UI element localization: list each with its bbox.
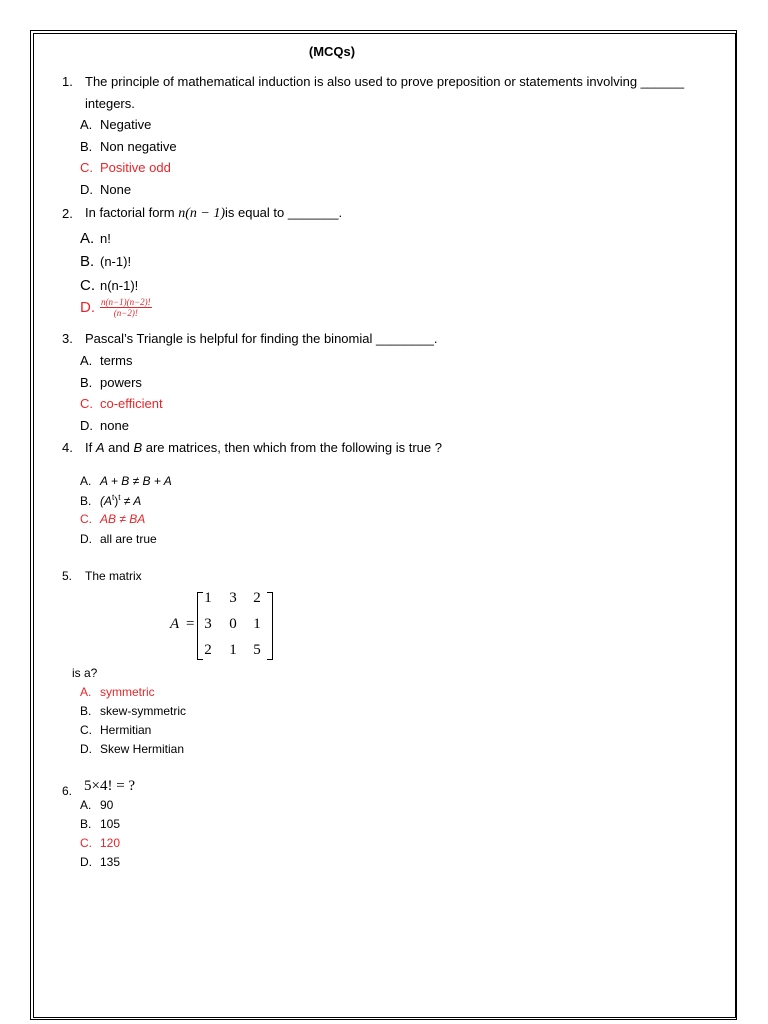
q6-option-c-correct — [80, 836, 120, 850]
option-text: none — [100, 418, 129, 433]
option-letter: B. — [80, 494, 92, 508]
question-4-number: 4. — [62, 440, 73, 455]
q1-option-d — [80, 182, 131, 197]
option-letter: D. — [80, 182, 93, 197]
q2-option-b — [80, 253, 131, 270]
option-text: terms — [100, 353, 133, 368]
option-letter: D. — [80, 742, 92, 756]
question-3-number: 3. — [62, 331, 73, 346]
q4-option-a — [80, 474, 172, 488]
option-letter: D. — [80, 299, 95, 316]
option-letter: C. — [80, 396, 93, 411]
matrix-cell: 1 — [229, 642, 237, 658]
option-text: 120 — [100, 836, 121, 850]
q5-option-a-correct — [80, 685, 155, 699]
question-3-text: Pascal’s Triangle is helpful for finding the binomial ________. — [85, 331, 438, 346]
option-text: Positive odd — [100, 160, 171, 175]
q3-option-d — [80, 418, 129, 433]
option-text: all are true — [100, 532, 157, 546]
option-letter: B. — [80, 704, 92, 718]
option-text: A + B ≠ B + A — [100, 474, 172, 488]
superscript-t: t — [118, 493, 121, 502]
question-4-mid: and — [104, 440, 134, 455]
option-text: Hermitian — [100, 723, 152, 737]
q6-option-a — [80, 798, 113, 812]
option-letter: A. — [80, 685, 92, 699]
matrix-label: A — [170, 616, 180, 632]
q5-option-c — [80, 723, 151, 737]
question-5-number: 5. — [62, 569, 73, 583]
option-text: skew-symmetric — [100, 704, 186, 718]
option-text: Negative — [100, 117, 152, 132]
option-letter: D. — [80, 418, 93, 433]
option-text: 90 — [100, 798, 114, 812]
q3-option-c-correct — [80, 396, 163, 411]
matrix-cell: 2 — [204, 642, 212, 658]
q3-option-b — [80, 375, 142, 390]
matrix-cell: 0 — [229, 616, 237, 632]
question-2-number: 2. — [62, 206, 73, 221]
question-2-text — [85, 205, 342, 222]
option-text: co-efficient — [100, 396, 163, 411]
option-text: n! — [100, 231, 111, 246]
option-letter: C. — [80, 512, 92, 526]
option-letter: C. — [80, 723, 92, 737]
matrix-cell: 1 — [204, 590, 212, 606]
page-title: (MCQs) — [308, 44, 356, 59]
matrix-cell: 1 — [253, 616, 261, 632]
q1-option-a — [80, 117, 151, 132]
option-text: Non negative — [100, 139, 177, 154]
question-4-pre: If — [85, 440, 96, 455]
option-letter: A. — [80, 117, 93, 132]
q2-option-c — [80, 277, 138, 294]
question-6-math: 5×4! = ? — [84, 778, 136, 794]
q4-option-d — [80, 532, 157, 546]
option-text: 105 — [100, 817, 121, 831]
option-letter: B. — [80, 375, 93, 390]
question-5-tail: is a? — [72, 666, 98, 680]
question-1-text-line2: integers. — [85, 96, 135, 111]
option-letter: D. — [80, 855, 92, 869]
matrix-cell: 5 — [253, 642, 261, 658]
question-1-number: 1. — [62, 74, 73, 89]
option-letter: C. — [80, 836, 92, 850]
option-letter: A. — [80, 798, 92, 812]
option-text: (A — [100, 494, 112, 508]
matrix-a-symbol: A — [95, 440, 105, 455]
q6-option-d — [80, 855, 120, 869]
q5-option-d — [80, 742, 184, 756]
matrix-right-bracket — [267, 592, 273, 660]
fraction — [100, 297, 152, 318]
superscript-t: t — [112, 493, 115, 502]
q2-option-d-correct — [80, 297, 152, 318]
option-text-tail: ≠ A — [120, 494, 142, 508]
option-text: n(n-1)! — [100, 278, 139, 293]
option-text: AB ≠ BA — [100, 512, 146, 526]
option-letter: A. — [80, 230, 95, 247]
option-letter: A. — [80, 474, 92, 488]
q1-option-b — [80, 139, 177, 154]
option-letter: B. — [80, 817, 92, 831]
question-4-post: are matrices, then which from the following is true ? — [142, 440, 442, 455]
option-letter: B. — [80, 139, 93, 154]
question-6-number: 6. — [62, 784, 73, 798]
option-text: (n-1)! — [100, 254, 132, 269]
question-2-math: n(n − 1) — [178, 206, 225, 221]
q5-option-b — [80, 704, 186, 718]
q4-option-b — [80, 493, 141, 508]
question-4-text — [85, 440, 442, 455]
option-text: symmetric — [100, 685, 155, 699]
option-letter: C. — [80, 277, 95, 294]
option-letter: C. — [80, 160, 93, 175]
option-text: None — [100, 182, 132, 197]
question-2-pre: In factorial form — [85, 205, 179, 220]
option-letter: D. — [80, 532, 92, 546]
q2-option-a — [80, 230, 111, 247]
option-text: 135 — [100, 855, 121, 869]
option-text-close-paren: ) — [114, 494, 119, 508]
matrix-equals: = — [186, 616, 195, 632]
q1-option-c-correct — [80, 160, 171, 175]
fraction-numerator: n(n−1)(n−2)! — [101, 297, 151, 307]
question-5-text: The matrix — [85, 569, 142, 583]
matrix-cell: 3 — [204, 616, 212, 632]
matrix-b-symbol: B — [133, 440, 143, 455]
q6-option-b — [80, 817, 120, 831]
q4-option-c-correct — [80, 512, 145, 526]
option-text: powers — [100, 375, 142, 390]
question-1-text-line1: The principle of mathematical induction is also used to prove preposition or statements involving ______ — [85, 74, 685, 89]
matrix-cell: 3 — [229, 590, 237, 606]
question-2-post: is equal to _______. — [224, 205, 343, 220]
q3-option-a — [80, 353, 133, 368]
option-letter: A. — [80, 353, 93, 368]
matrix-cell: 2 — [253, 590, 261, 606]
fraction-denominator: (n−2)! — [113, 308, 138, 318]
option-text: Skew Hermitian — [100, 742, 185, 756]
option-letter: B. — [80, 253, 95, 270]
